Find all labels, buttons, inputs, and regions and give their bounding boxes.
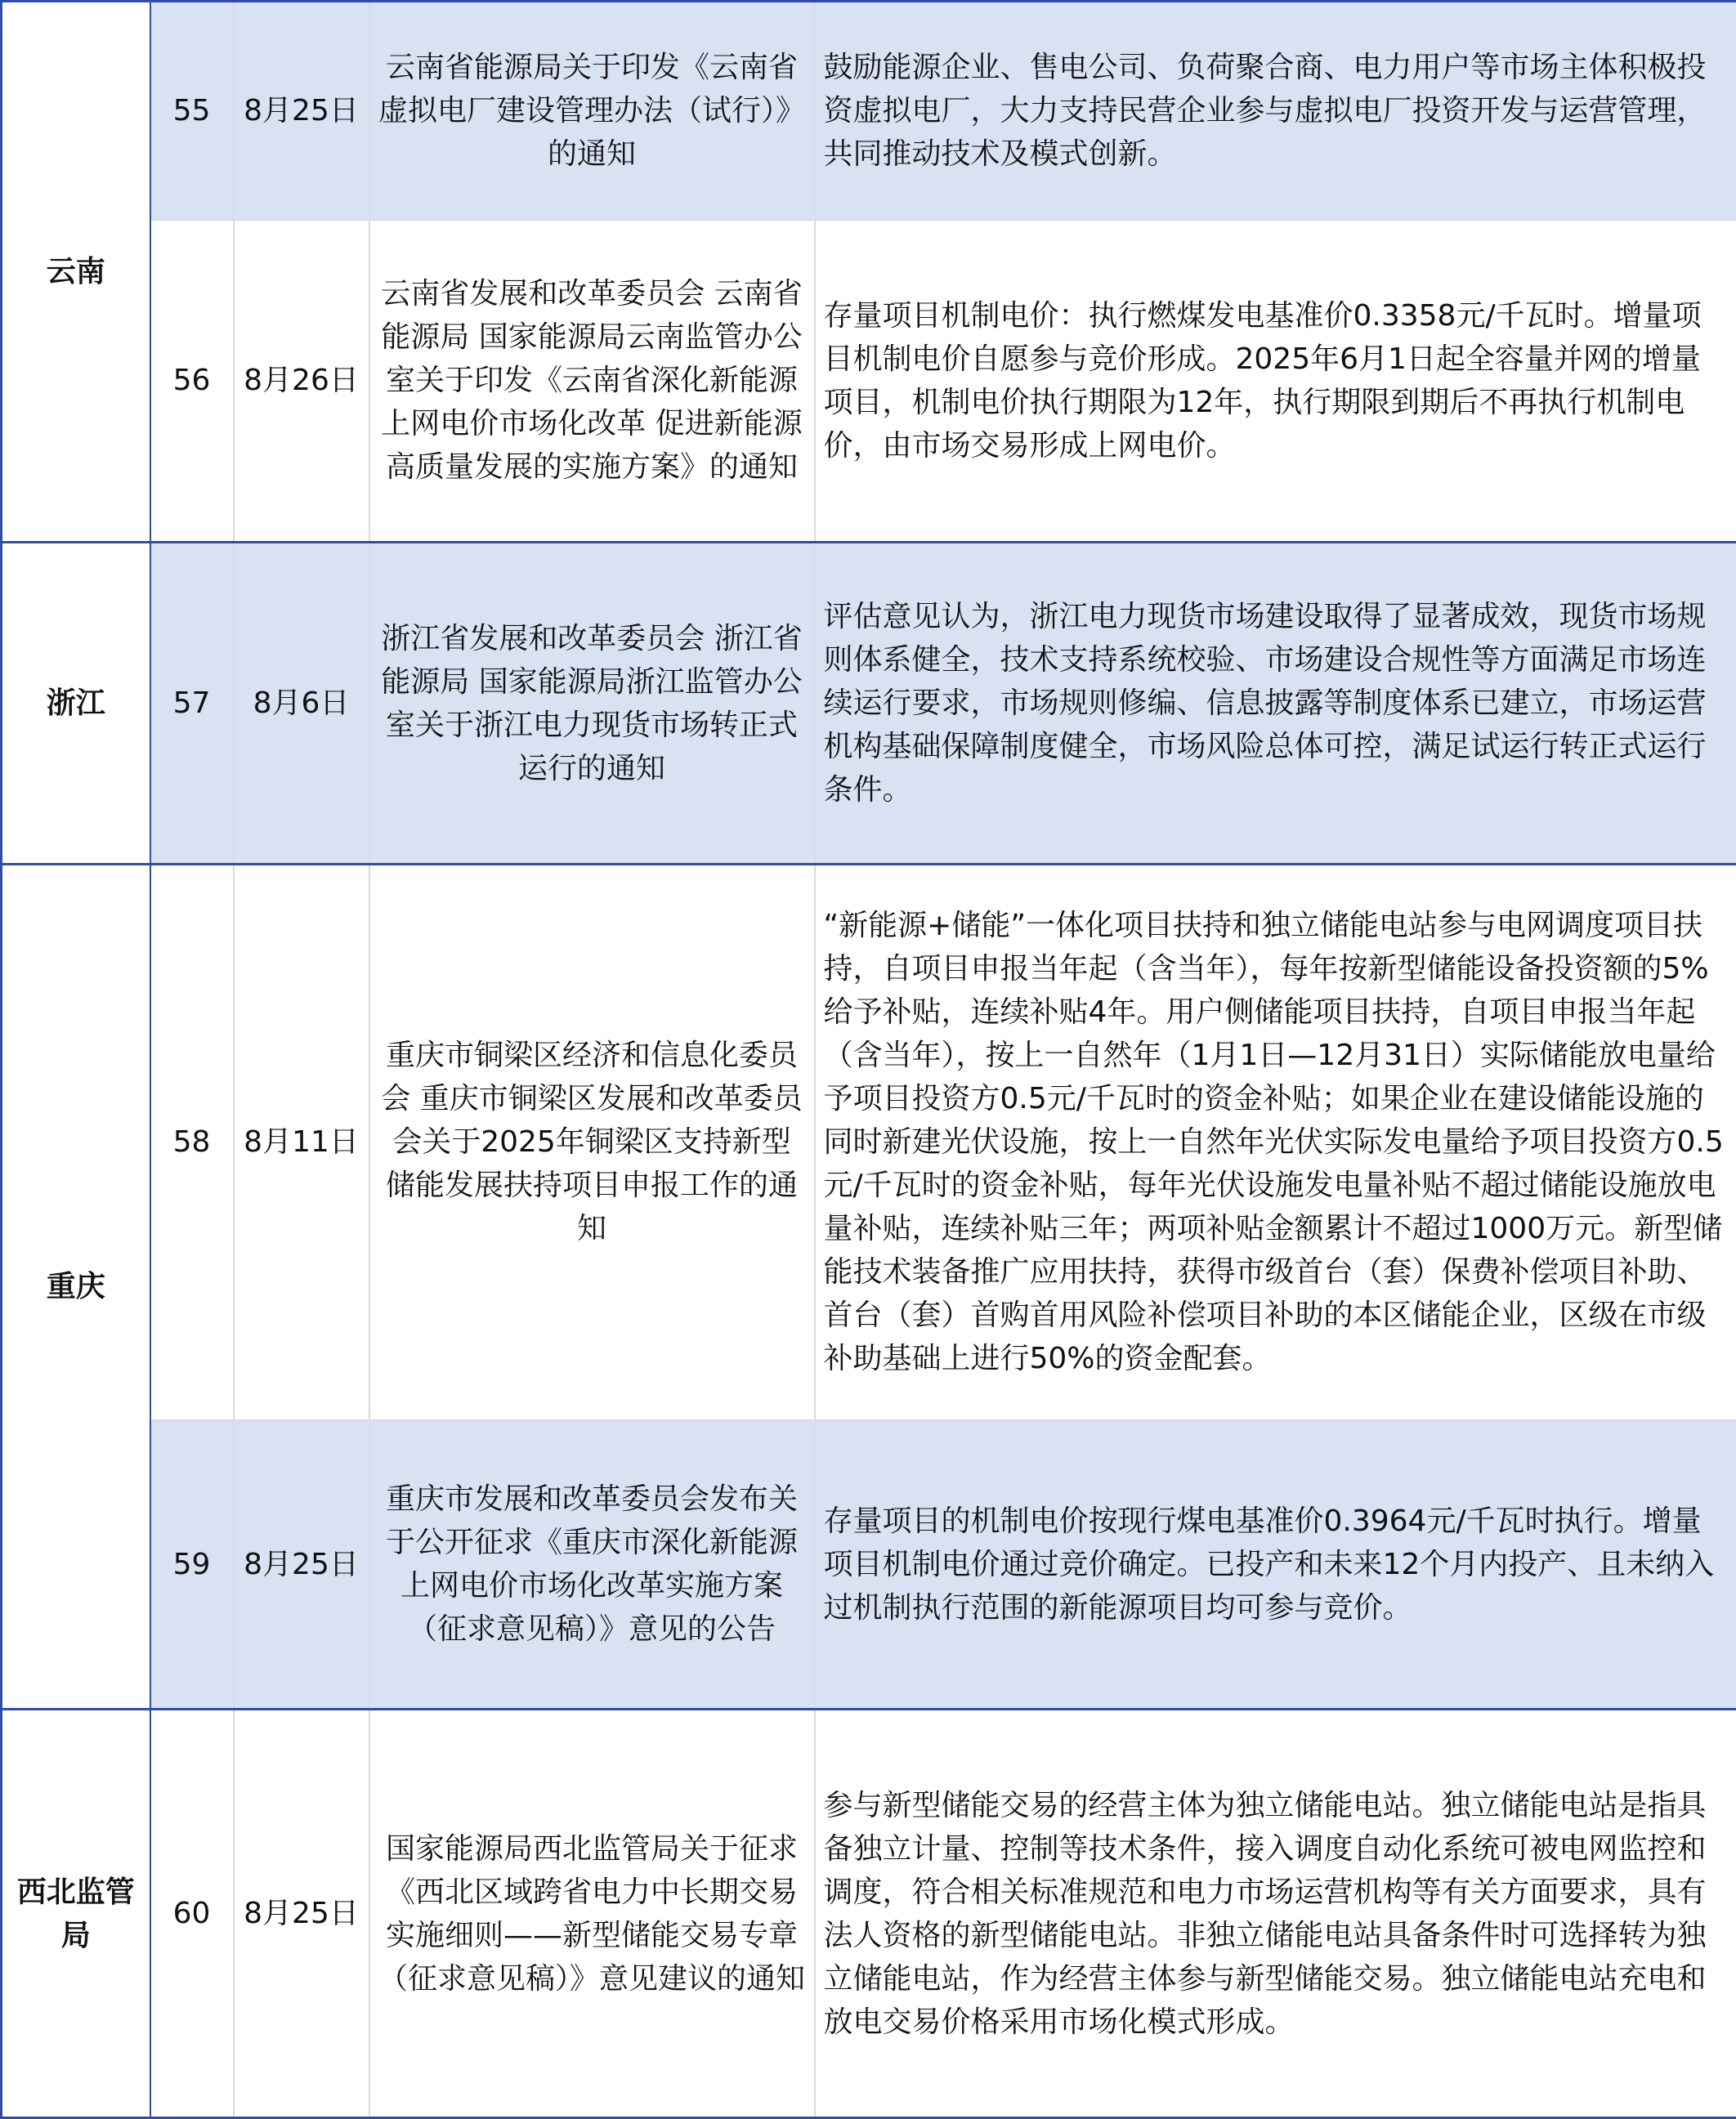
row-content: 参与新型储能交易的经营主体为独立储能电站。独立储能电站是指具备独立计量、控制等技术条件，接入调度自动化系统可被电网监控和调度，符合相关标准规范和电力市场运营机构等有关方面要求，具有法人资格的新型储能电站。非独立储能电站具备条件时可选择转为独立储能电站，作为经营主体参与新型储能交易。独立储能电站充电和放电交易价格采用市场化模式形成。 [815, 1710, 1736, 2118]
region-cell-northwest: 西北监管局 [2, 1710, 150, 2118]
row-content: “新能源+储能”一体化项目扶持和独立储能电站参与电网调度项目扶持，自项目申报当年起（含当年），每年按新型储能设备投资额的5%给予补贴，连续补贴4年。用户侧储能项目扶持，自项目申报当年起（含当年），按上一自然年（1月1日—12月31日）实际储能放电量给予项目投资方0.5元/千瓦时的资金补贴；如果企业在建设储能设施的同时新建光伏设施，按上一自然年光伏实际发电量给予项目投资方0.5元/千瓦时的资金补贴，每年光伏设施发电量补贴不超过储能设施放电量补贴，连续补贴三年；两项补贴金额累计不超过1000万元。新型储能技术装备推广应用扶持，获得市级首台（套）保费补偿项目补助、首台（套）首购首用风险补偿项目补助的本区储能企业，区级在市级补助基础上进行50%的资金配套。 [815, 865, 1736, 1420]
row-number: 59 [150, 1420, 234, 1710]
table-row [2, 1710, 1736, 2118]
region-cell-zhejiang: 浙江 [2, 543, 150, 865]
table-row [2, 220, 1736, 543]
table-row [2, 543, 1736, 865]
region-cell-chongqing: 重庆 [2, 865, 150, 1710]
row-date: 8月6日 [234, 543, 369, 865]
row-number: 58 [150, 865, 234, 1420]
row-date: 8月25日 [234, 1710, 369, 2118]
table-row [2, 865, 1736, 1420]
row-title: 重庆市铜梁区经济和信息化委员会 重庆市铜梁区发展和改革委员会关于2025年铜梁区支持新型储能发展扶持项目申报工作的通知 [369, 865, 815, 1420]
row-date: 8月25日 [234, 1420, 369, 1710]
row-date: 8月26日 [234, 220, 369, 543]
row-title: 浙江省发展和改革委员会 浙江省能源局 国家能源局浙江监管办公室关于浙江电力现货市场转正式运行的通知 [369, 543, 815, 865]
row-title: 国家能源局西北监管局关于征求《西北区域跨省电力中长期交易实施细则——新型储能交易专章（征求意见稿）》意见建议的通知 [369, 1710, 815, 2118]
row-number: 57 [150, 543, 234, 865]
row-content: 存量项目机制电价：执行燃煤发电基准价0.3358元/千瓦时。增量项目机制电价自愿参与竞价形成。2025年6月1日起全容量并网的增量项目，机制电价执行期限为12年，执行期限到期后不再执行机制电价，由市场交易形成上网电价。 [815, 220, 1736, 543]
table-row [2, 2, 1736, 220]
row-title: 重庆市发展和改革委员会发布关于公开征求《重庆市深化新能源上网电价市场化改革实施方案（征求意见稿）》意见的公告 [369, 1420, 815, 1710]
row-title: 云南省能源局关于印发《云南省虚拟电厂建设管理办法（试行）》的通知 [369, 2, 815, 220]
row-content: 评估意见认为，浙江电力现货市场建设取得了显著成效，现货市场规则体系健全，技术支持系统校验、市场建设合规性等方面满足市场连续运行要求，市场规则修编、信息披露等制度体系已建立，市场运营机构基础保障制度健全，市场风险总体可控，满足试运行转正式运行条件。 [815, 543, 1736, 865]
row-number: 56 [150, 220, 234, 543]
row-content: 存量项目的机制电价按现行煤电基准价0.3964元/千瓦时执行。增量项目机制电价通过竞价确定。已投产和未来12个月内投产、且未纳入过机制执行范围的新能源项目均可参与竞价。 [815, 1420, 1736, 1710]
row-number: 60 [150, 1710, 234, 2118]
row-date: 8月25日 [234, 2, 369, 220]
row-content: 鼓励能源企业、售电公司、负荷聚合商、电力用户等市场主体积极投资虚拟电厂，大力支持民营企业参与虚拟电厂投资开发与运营管理，共同推动技术及模式创新。 [815, 2, 1736, 220]
table-row [2, 1420, 1736, 1710]
row-title: 云南省发展和改革委员会 云南省能源局 国家能源局云南监管办公室关于印发《云南省深化新能源上网电价市场化改革 促进新能源高质量发展的实施方案》的通知 [369, 220, 815, 543]
row-number: 55 [150, 2, 234, 220]
row-date: 8月11日 [234, 865, 369, 1420]
region-cell-yunnan: 云南 [2, 2, 150, 543]
